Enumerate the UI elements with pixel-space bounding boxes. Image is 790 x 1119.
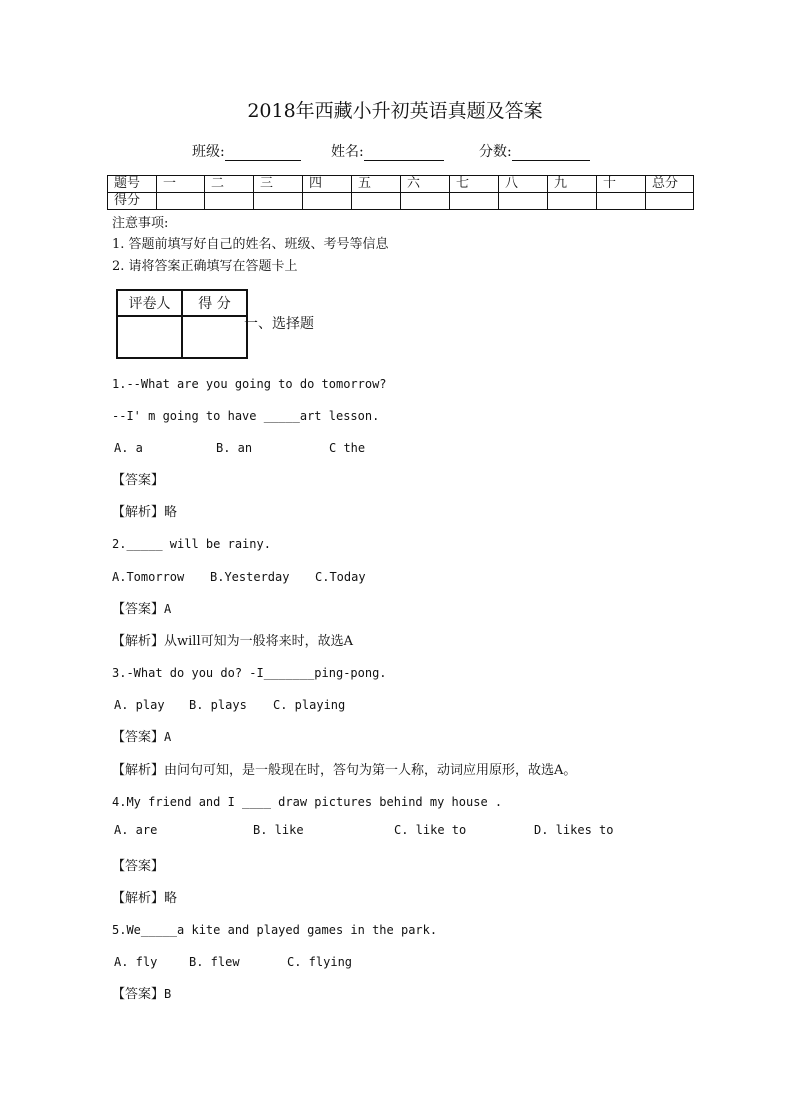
analysis-text: 从will可知为一般将来时，故选A: [164, 634, 354, 649]
score-input-cell[interactable]: [450, 193, 499, 210]
answer-label: 【答案】: [112, 473, 165, 488]
answer-label: 【答案】: [112, 602, 165, 617]
question-1-stem: 1.--What are you going to do tomorrow?: [112, 377, 387, 391]
question-4-option-a[interactable]: A. are: [114, 823, 158, 837]
analysis-text: 略: [164, 891, 178, 906]
score-input-cell[interactable]: [157, 193, 205, 210]
notes-item-1: 1. 答题前填写好自己的姓名、班级、考号等信息: [112, 237, 389, 252]
class-blank[interactable]: [225, 146, 301, 161]
question-4-answer: [112, 855, 164, 874]
question-5-option-a[interactable]: A. fly: [114, 955, 158, 969]
question-2-stem: 2._____ will be rainy.: [112, 537, 271, 551]
question-3-option-a[interactable]: A. play: [114, 698, 165, 712]
class-label: 班级:: [192, 144, 225, 160]
score-label: 分数:: [479, 144, 512, 160]
question-3-option-c[interactable]: C. playing: [273, 698, 346, 712]
question-4-analysis: [112, 887, 177, 906]
question-1-stem-2: --I' m going to have _____art lesson.: [112, 409, 380, 423]
score-table-cell: 一: [157, 176, 205, 193]
answer-label: 【答案】: [112, 730, 165, 745]
section-title: 一、选择题: [244, 316, 314, 332]
score-input-cell[interactable]: [254, 193, 303, 210]
score-input-cell[interactable]: [352, 193, 401, 210]
question-4-option-b[interactable]: B. like: [253, 823, 304, 837]
grader-box: [116, 289, 248, 359]
grader-score-label: 得 分: [182, 290, 247, 316]
score-blank[interactable]: [512, 146, 590, 161]
score-table-cell: 八: [499, 176, 548, 193]
analysis-label: 【解析】: [112, 634, 165, 649]
score-table-cell: 五: [352, 176, 401, 193]
name-label: 姓名:: [331, 144, 364, 160]
score-table-header-row: [108, 176, 694, 193]
name-blank[interactable]: [364, 146, 444, 161]
answer-value: B: [164, 987, 172, 1001]
question-2-option-b[interactable]: B.Yesterday: [210, 570, 290, 584]
answer-label: 【答案】: [112, 859, 165, 874]
question-5-answer: [112, 983, 171, 1002]
question-2-answer: [112, 598, 171, 617]
question-1-answer: [112, 469, 164, 488]
score-input-cell[interactable]: [205, 193, 254, 210]
score-table-cell: 题号: [108, 176, 157, 193]
page-title: 2018年西藏小升初英语真题及答案: [247, 100, 543, 122]
score-table-cell: 六: [401, 176, 450, 193]
score-table-cell: 四: [303, 176, 352, 193]
score-table-cell: 九: [548, 176, 597, 193]
question-5-option-b[interactable]: B. flew: [189, 955, 240, 969]
grader-score-cell[interactable]: [182, 316, 247, 358]
score-table-cell: 七: [450, 176, 499, 193]
question-2-option-c[interactable]: C.Today: [315, 570, 366, 584]
answer-value: A: [164, 730, 172, 744]
class-field[interactable]: [192, 141, 301, 161]
score-input-cell[interactable]: [401, 193, 450, 210]
answer-value: A: [164, 602, 172, 616]
question-4-stem: 4.My friend and I ____ draw pictures behind my house .: [112, 795, 503, 809]
question-1-option-a[interactable]: A. a: [114, 441, 143, 455]
question-4-option-c[interactable]: C. like to: [394, 823, 467, 837]
question-1-option-b[interactable]: B. an: [216, 441, 253, 455]
analysis-label: 【解析】: [112, 891, 165, 906]
analysis-label: 【解析】: [112, 763, 165, 778]
answer-label: 【答案】: [112, 987, 165, 1002]
notes-item-2: 2. 请将答案正确填写在答题卡上: [112, 259, 298, 274]
score-field[interactable]: [479, 141, 590, 161]
question-2-option-a[interactable]: A.Tomorrow: [112, 570, 185, 584]
question-3-stem: 3.-What do you do? -I_______ping-pong.: [112, 666, 387, 680]
question-4-option-d[interactable]: D. likes to: [534, 823, 614, 837]
question-2-analysis: [112, 630, 353, 649]
score-table-score-row: [108, 193, 694, 210]
score-table-cell: 二: [205, 176, 254, 193]
score-input-cell[interactable]: [548, 193, 597, 210]
score-table-cell: 三: [254, 176, 303, 193]
analysis-text: 由问句可知，是一般现在时，答句为第一人称，动词应用原形，故选A。: [164, 763, 577, 778]
score-table-cell: 十: [597, 176, 646, 193]
grader-label: 评卷人: [117, 290, 182, 316]
score-input-cell[interactable]: [646, 193, 694, 210]
score-input-cell[interactable]: [303, 193, 352, 210]
name-field[interactable]: [331, 141, 444, 161]
score-table: [107, 175, 694, 210]
analysis-label: 【解析】: [112, 505, 165, 520]
score-table-cell: 总分: [646, 176, 694, 193]
question-3-answer: [112, 726, 171, 745]
question-5-stem: 5.We_____a kite and played games in the park.: [112, 923, 438, 937]
analysis-text: 略: [164, 505, 178, 520]
question-3-analysis: [112, 759, 576, 778]
score-input-cell[interactable]: [597, 193, 646, 210]
question-1-analysis: [112, 501, 177, 520]
question-3-option-b[interactable]: B. plays: [189, 698, 247, 712]
score-input-cell[interactable]: [499, 193, 548, 210]
score-table-cell: 得分: [108, 193, 157, 210]
notes-heading: 注意事项:: [112, 216, 169, 231]
question-1-option-c[interactable]: C the: [329, 441, 366, 455]
grader-input-cell[interactable]: [117, 316, 182, 358]
question-5-option-c[interactable]: C. flying: [287, 955, 353, 969]
